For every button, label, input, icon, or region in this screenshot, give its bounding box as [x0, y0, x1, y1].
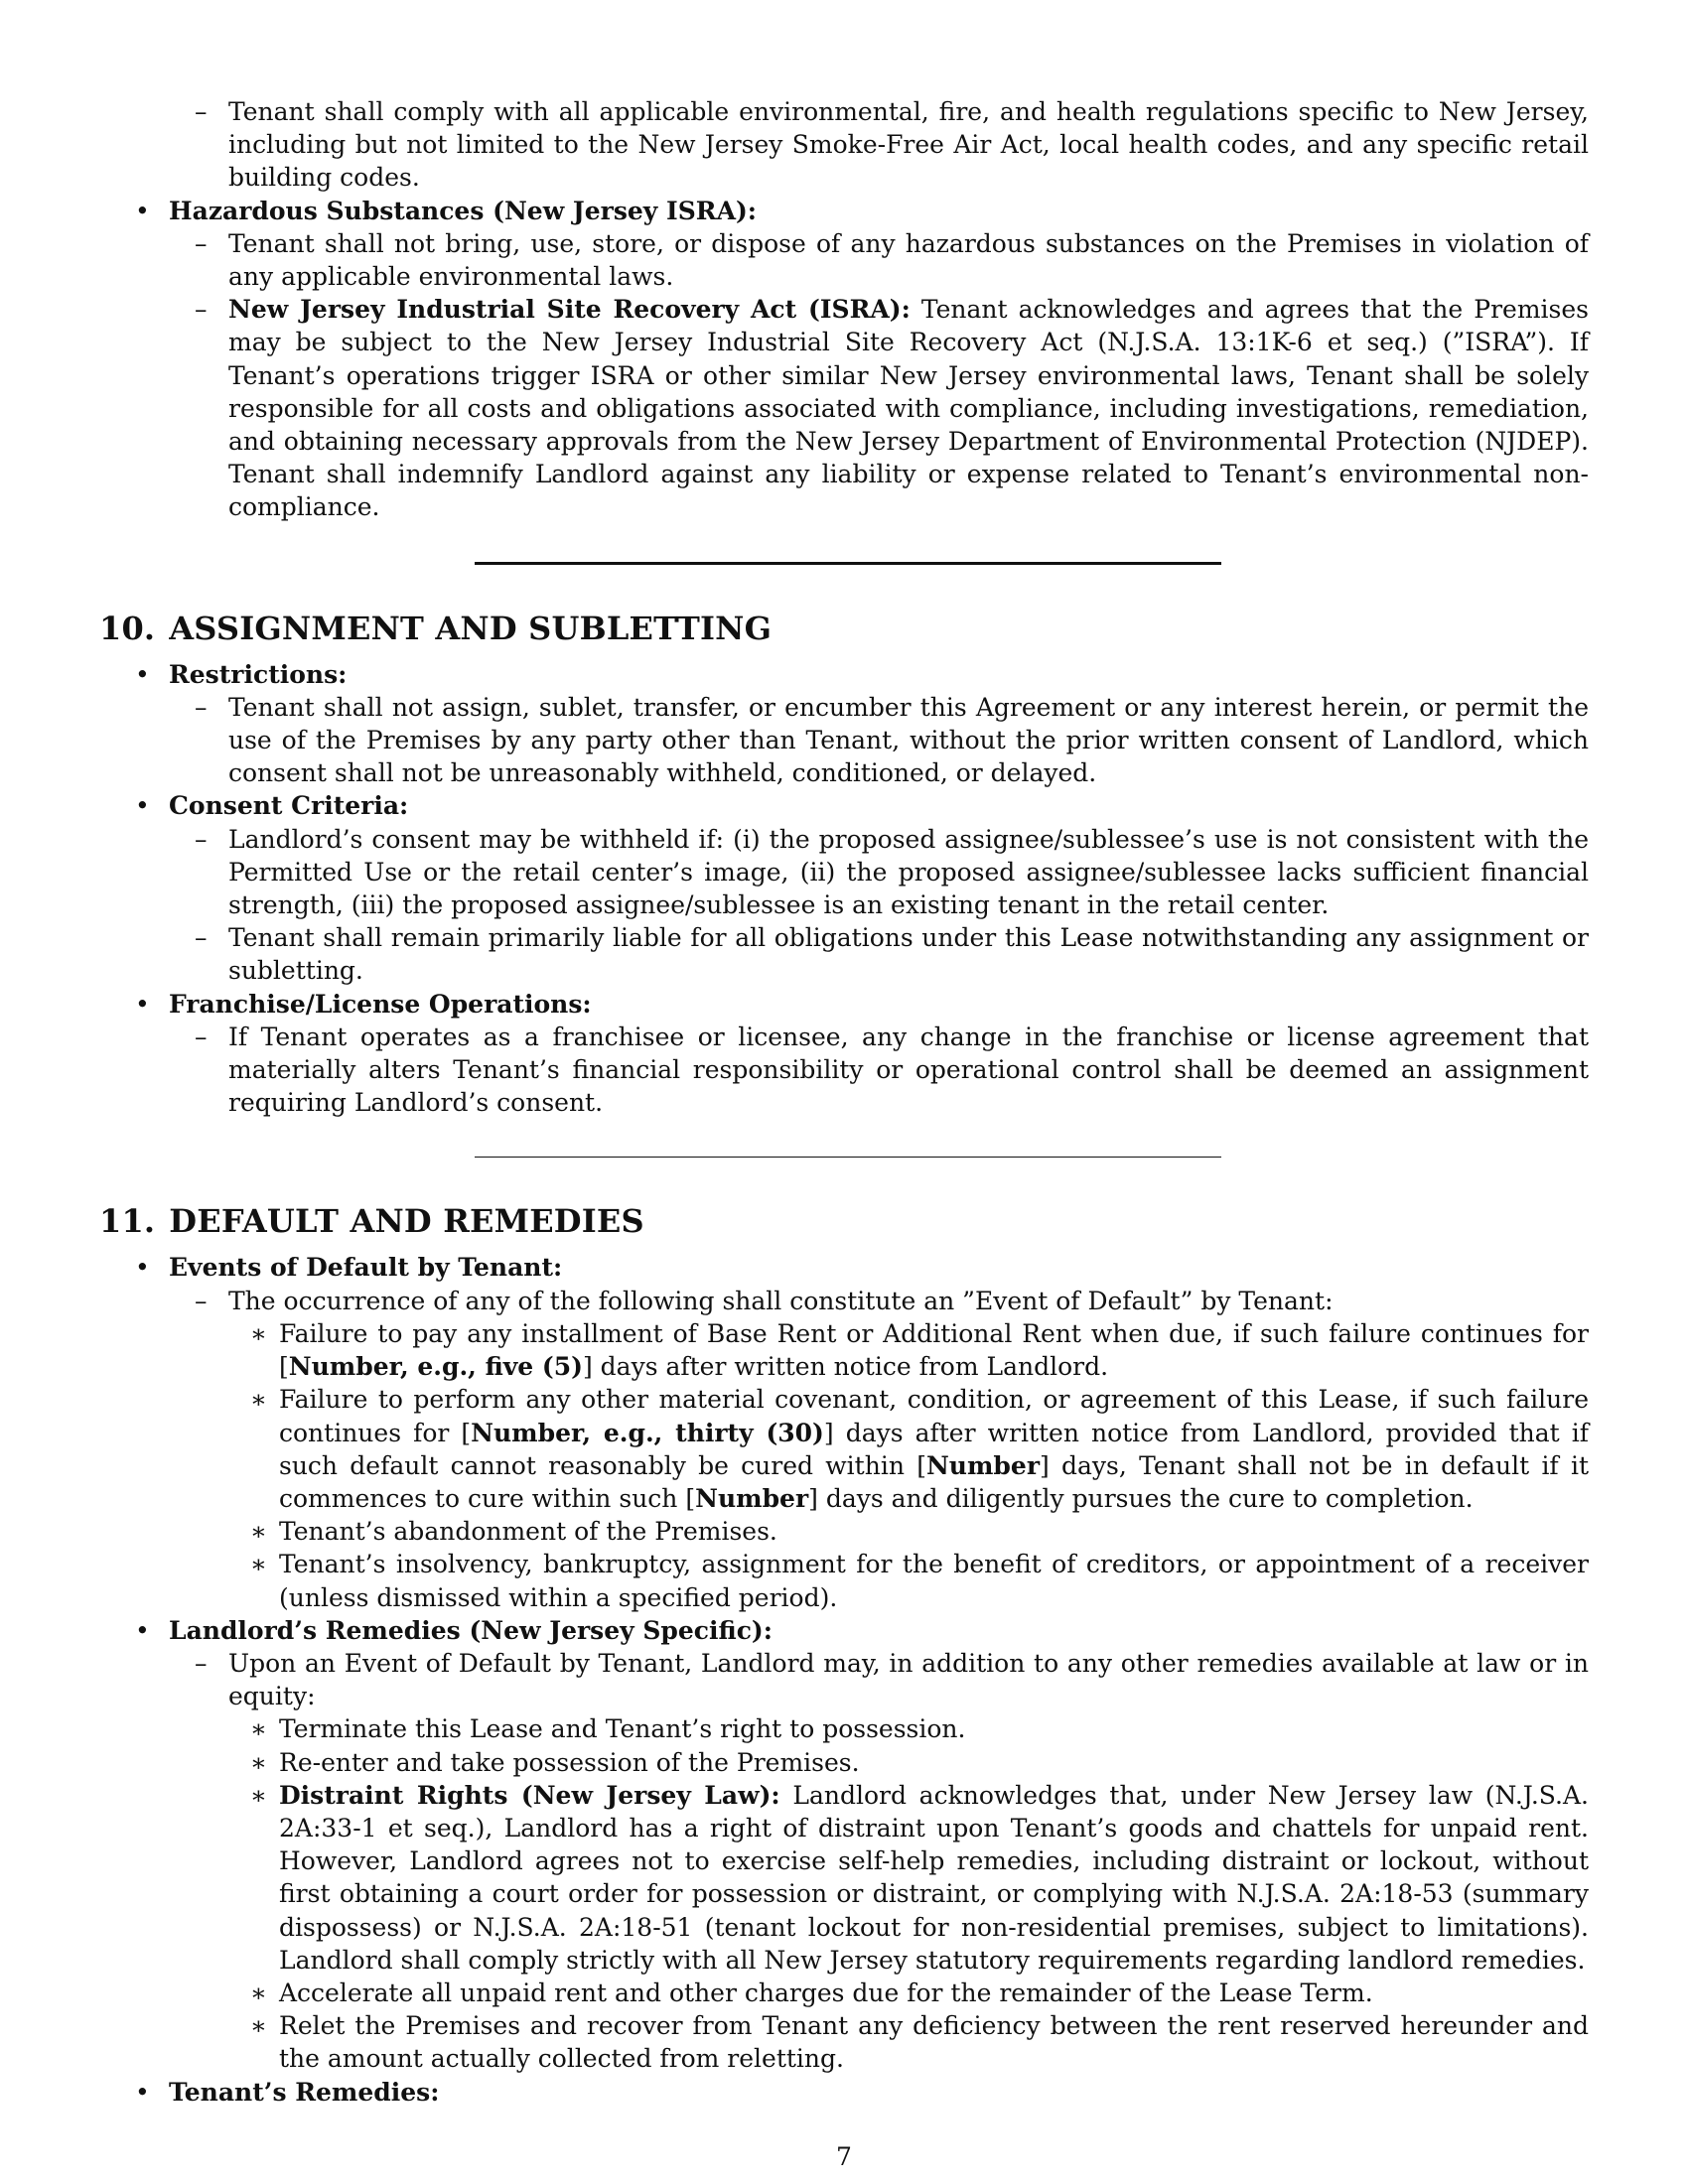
section-heading: 11. DEFAULT AND REMEDIES [99, 1202, 644, 1241]
asterisk-marker: ∗ [250, 1318, 267, 1348]
list-item [99, 1614, 1589, 1647]
list-item: ∗ Tenant’s abandonment of the Premises. [99, 1515, 1589, 1548]
section-divider [475, 1157, 1221, 1158]
list-item: – Tenant shall comply with all applicable environmental, fire, and health regulations specific to New Jersey, including but not limited to the New Jersey Smoke-Free Air Act, local health codes, and any specific retail building codes. [195, 97, 1589, 193]
dash-marker: – [195, 1022, 208, 1051]
list-heading: Restrictions: [169, 659, 348, 689]
section-divider [475, 562, 1221, 565]
list-heading: Consent Criteria: [169, 791, 409, 821]
list-item: ∗ Accelerate all unpaid rent and other charges due for the remainder of the Lease Term. [99, 1977, 1589, 2009]
asterisk-marker: ∗ [250, 1550, 267, 1579]
section-heading: 10. ASSIGNMENT AND SUBLETTING [99, 609, 773, 647]
bullet-marker: • [135, 2077, 150, 2107]
list-item: ∗ Failure to pay any installment of Base Rent or Additional Rent when due, if such failure continues for [Number, e.g., five (5)] days after written notice from Landlord. [250, 1318, 1589, 1382]
list-item: ∗ Failure to perform any other material covenant, condition, or agreement of this Lease, if such failure continues for [Number, e.g., thirty (30)] days after written notice from Landlord, provided that if such default cannot reasonably be cured within [Number] days, Tenant shall not be in default if it commences to cure within such [Number] days and diligently pursues the cure to completion. [250, 1385, 1590, 1513]
list-item: – Landlord’s consent may be withheld if: (i) the proposed assignee/sublessee’s use is not consistent with the Permitted Use or the retail center’s image, (ii) the proposed assignee/sublessee lacks sufficient financial strength, (iii) the proposed assignee/sublessee is an existing tenant in the retail center. [195, 824, 1589, 920]
asterisk-marker: ∗ [250, 1714, 267, 1744]
list-item: – Upon an Event of Default by Tenant, Landlord may, in addition to any other remedies available at law or in equity: [195, 1648, 1589, 1711]
list-item: ∗ Distraint Rights (New Jersey Law): Landlord acknowledges that, under New Jersey law (N.J.S.A. 2A:33-1 et seq.), Landlord has a right of distraint upon Tenant’s goods and chattels for unpaid rent. However, Landlord agrees not to exercise self-help remedies, including distraint or lockout, without first obtaining a court order for possession or distraint, or complying with N.J.S.A. 2A:18-53 (summary dispossess) or N.J.S.A. 2A:18-51 (tenant lockout for non-residential premises, subject to limitations). Landlord shall comply strictly with all New Jersey statutory requirements regarding landlord remedies. [250, 1780, 1589, 1975]
bullet-marker: • [135, 196, 150, 225]
list-item: ∗ Terminate this Lease and Tenant’s right to possession. [99, 1712, 1589, 1745]
list-item: – Tenant shall not bring, use, store, or dispose of any hazardous substances on the Premises in violation of any applicable environmental laws. [195, 228, 1589, 292]
bullet-marker: • [135, 791, 150, 821]
list-item: ∗ Relet the Premises and recover from Tenant any deficiency between the rent reserved hereunder and the amount actually collected from reletting. [250, 2011, 1589, 2074]
page-number: 7 [836, 2142, 852, 2171]
list-item: – New Jersey Industrial Site Recovery Act (ISRA): Tenant acknowledges and agrees that the Premises may be subject to the New Jersey Industrial Site Recovery Act (N.J.S.A. 13:1K-6 et seq.) (”ISRA”). If Tenant’s operations trigger ISRA or other similar New Jersey environmental laws, Tenant shall be solely responsible for all costs and obligations associated with compliance, including investigations, remediation, and obtaining necessary approvals from the New Jersey Department of Environmental Protection (NJDEP). Tenant shall indemnify Landlord against any liability or expense related to Tenant’s environmental non-compliance. [195, 295, 1589, 522]
document-page [99, 95, 1589, 2109]
list-item [99, 658, 1589, 691]
asterisk-marker: ∗ [250, 1385, 267, 1415]
list-heading: Franchise/License Operations: [169, 989, 592, 1019]
dash-marker: – [195, 97, 208, 126]
list-item: ∗ Tenant’s insolvency, bankruptcy, assignment for the benefit of creditors, or appointment of a receiver (unless dismissed within a specified period). [250, 1550, 1589, 1612]
dash-marker: – [195, 1286, 208, 1315]
asterisk-marker: ∗ [250, 1747, 267, 1777]
list-item [99, 988, 1589, 1021]
list-item: ∗ Re-enter and take possession of the Premises. [99, 1746, 1589, 1779]
list-item [99, 789, 1589, 822]
list-heading: Tenant’s Remedies: [169, 2077, 440, 2107]
list-item: – Tenant shall not assign, sublet, transfer, or encumber this Agreement or any interest herein, or permit the use of the Premises by any party other than Tenant, without the prior written consent of Landlord, which consent shall not be unreasonably withheld, conditioned, or delayed. [195, 692, 1589, 788]
asterisk-marker: ∗ [250, 1780, 267, 1810]
dash-marker: – [195, 295, 208, 325]
bullet-marker: • [135, 1615, 150, 1645]
list-item: – The occurrence of any of the following shall constitute an ”Event of Default” by Tenant: [99, 1285, 1589, 1317]
asterisk-marker: ∗ [250, 1978, 267, 2007]
list-item: – Tenant shall remain primarily liable for all obligations under this Lease notwithstanding any assignment or subletting. [195, 923, 1589, 986]
dash-marker: – [195, 692, 208, 722]
asterisk-marker: ∗ [250, 1517, 267, 1547]
list-item [99, 2076, 1589, 2109]
bullet-marker: • [135, 1253, 150, 1283]
list-item [99, 195, 1589, 227]
list-item: – If Tenant operates as a franchisee or licensee, any change in the franchise or license agreement that materially alters Tenant’s financial responsibility or operational control shall be deemed an assignment requiring Landlord’s consent. [195, 1022, 1589, 1118]
list-heading: Hazardous Substances (New Jersey ISRA): [169, 196, 758, 225]
list-item [99, 1251, 1589, 1284]
list-heading: Landlord’s Remedies (New Jersey Specific): [169, 1615, 773, 1645]
dash-marker: – [195, 824, 208, 854]
dash-marker: – [195, 1648, 208, 1678]
dash-marker: – [195, 228, 208, 258]
bullet-marker: • [135, 659, 150, 689]
dash-marker: – [195, 923, 208, 953]
asterisk-marker: ∗ [250, 2011, 267, 2041]
list-heading: Events of Default by Tenant: [169, 1253, 563, 1283]
bullet-marker: • [135, 989, 150, 1019]
